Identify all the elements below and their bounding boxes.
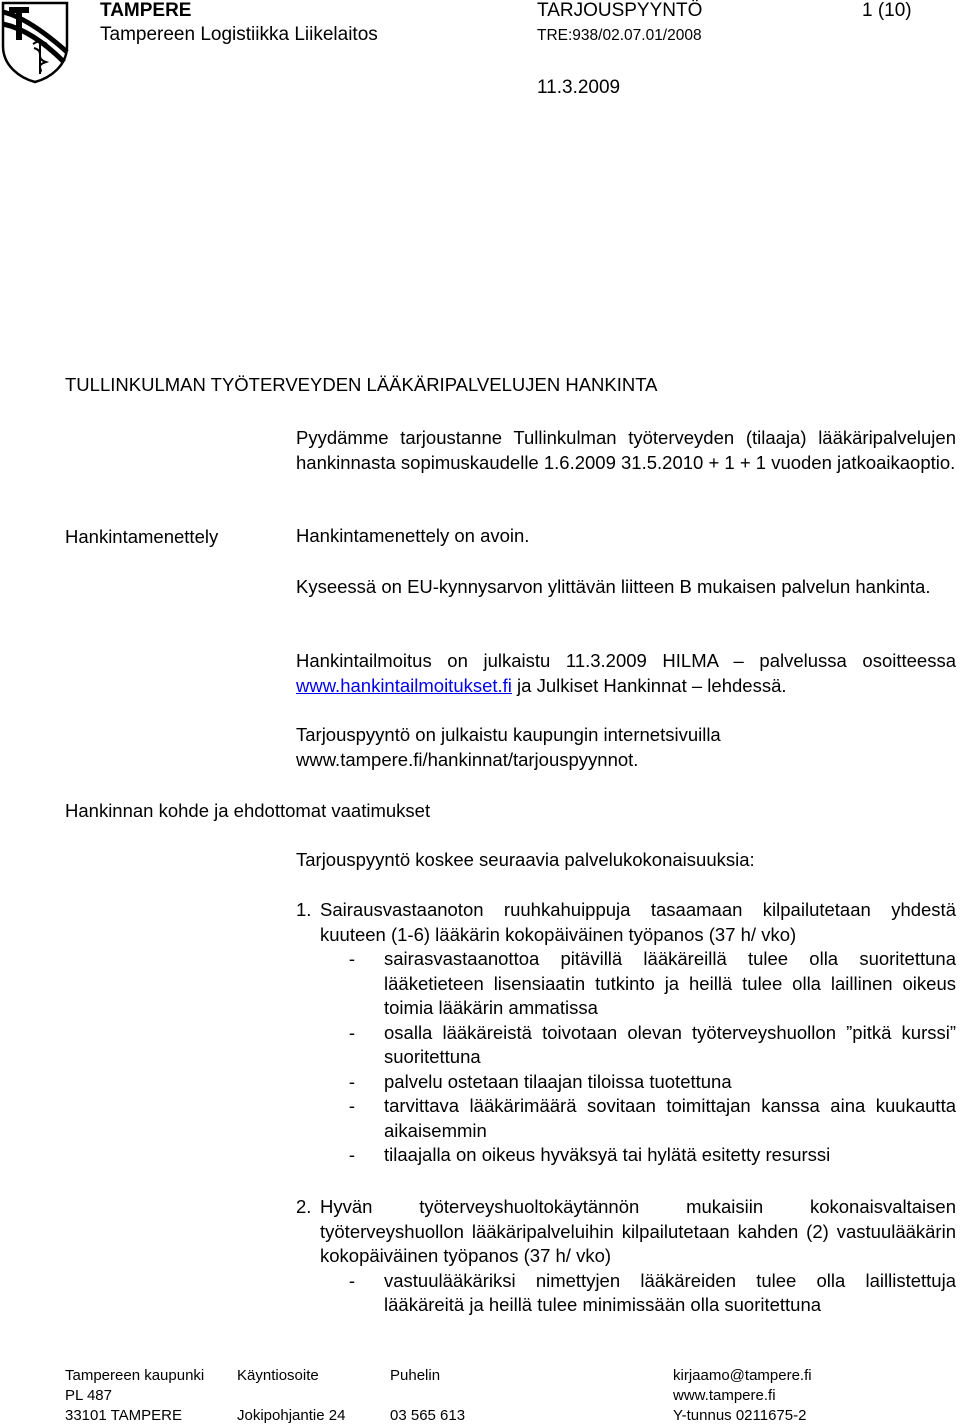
object-lead-text: Tarjouspyyntö koskee seuraavia palvelukokonaisuuksia: xyxy=(296,849,755,870)
bullet-item: - tarvittava lääkärimäärä sovitaan toimittajan kanssa aina kuukautta aikaisemmin xyxy=(348,1095,956,1141)
tampere-coat-of-arms-icon xyxy=(0,0,70,84)
procedure-p2-text: Kyseessä on EU-kynnysarvon ylittävän liitteen B mukaisen palvelun hankinta. xyxy=(296,576,931,597)
procedure-p3 xyxy=(296,649,956,698)
procedure-p4-start: Tarjouspyyntö on julkaistu kaupungin internetsivuilla xyxy=(296,724,721,745)
bullet-item: - osalla lääkäreistä toivotaan olevan työterveyshuollon ”pitkä kurssi” suoritettuna xyxy=(348,1021,956,1067)
doc-type: TARJOUSPYYNTÖ xyxy=(537,0,703,21)
org-unit: Tampereen Logistiikka Liikelaitos xyxy=(100,24,378,45)
procedure-p3-end: ja Julkiset Hankinnat – lehdessä. xyxy=(511,674,787,696)
hankintailmoitukset-link[interactable]: www.hankintailmoitukset.fi xyxy=(296,674,512,696)
tarjouspyynnot-link[interactable]: www.tampere.fi/hankinnat/tarjouspyynnot xyxy=(296,748,634,770)
footer-city: Tampereen kaupunki xyxy=(65,1367,205,1384)
list-item-1-number: 1. xyxy=(296,899,312,920)
footer-visit-label: Käyntiosoite xyxy=(237,1367,319,1384)
list-item-2-text: Hyvän työterveyshuoltokäytännön mukaisiin kokonaisvaltaisen työterveyshuollon lääkäripalveluihin kilpailutetaan kahden (2) vastuulääkärin kokopäiväinen työpanos (37 h/ vko) xyxy=(320,1196,956,1266)
procedure-p1 xyxy=(296,524,956,549)
procedure-p4-end: . xyxy=(633,748,639,770)
list-item-2 xyxy=(296,1195,956,1318)
doc-reference: TRE:938/02.07.01/2008 xyxy=(537,27,702,44)
section-heading-object: Hankinnan kohde ja ehdottomat vaatimukset xyxy=(65,800,431,821)
bullet-item: - tilaajalla on oikeus hyväksyä tai hylätä esitetty resurssi xyxy=(348,1144,831,1165)
footer-col-3 xyxy=(390,1366,465,1426)
doc-date: 11.3.2009 xyxy=(537,77,621,98)
bullet-item: - sairasvastaanottoa pitävillä lääkäreillä tulee olla suoritettuna lääketieteen lisensiaatin tutkinto ja heillä tulee olla laillinen oikeus toimia lääkärin ammatissa xyxy=(348,948,956,1018)
org-name: TAMPERE xyxy=(100,0,192,21)
footer-phone: 03 565 613 xyxy=(390,1407,466,1424)
intro-paragraph xyxy=(296,426,956,475)
footer-phone-label: Puhelin xyxy=(390,1367,441,1384)
procedure-p1-text: Hankintamenettely on avoin. xyxy=(296,525,530,546)
list-item-2-number: 2. xyxy=(296,1196,312,1217)
bullet-item: - palvelu ostetaan tilaajan tiloissa tuotettuna xyxy=(348,1070,732,1092)
intro-text: Pyydämme tarjoustanne Tullinkulman työterveyden (tilaaja) lääkäripalvelujen hankinnasta sopimuskaudelle 1.6.2009 31.5.2010 + 1 + 1 vuoden jatkoaikaoptio. xyxy=(296,427,956,473)
footer-visit-address: Jokipohjantie 24 xyxy=(237,1407,346,1424)
footer-business-id: Y-tunnus 0211675-2 xyxy=(673,1407,807,1424)
procedure-p2 xyxy=(296,575,956,600)
footer-website[interactable]: www.tampere.fi xyxy=(673,1387,776,1404)
section-heading-procedure: Hankintamenettely xyxy=(65,526,219,547)
procedure-p3-start: Hankintailmoitus on julkaistu 11.3.2009 HILMA – palvelussa osoitteessa xyxy=(296,650,956,671)
document-title: TULLINKULMAN TYÖTERVEYDEN LÄÄKÄRIPALVELUJEN HANKINTA xyxy=(65,374,658,395)
object-lead xyxy=(296,848,956,873)
list-item-1-text: Sairausvastaanoton ruuhkahuippuja tasaamaan kilpailutetaan yhdestä kuuteen (1-6) lääkärin kokopäiväinen työpanos (37 h/ vko) xyxy=(320,899,956,945)
page-number: 1 (10) xyxy=(862,0,912,21)
footer-email[interactable]: kirjaamo@tampere.fi xyxy=(673,1367,812,1384)
footer-col-4 xyxy=(673,1366,812,1426)
footer-col-1 xyxy=(65,1366,204,1426)
footer-po-box: PL 487 xyxy=(65,1387,112,1404)
footer-col-2 xyxy=(237,1366,345,1426)
bullet-item: - vastuulääkäriksi nimettyjen lääkäreiden tulee olla laillistettuja lääkäreitä ja heillä tulee minimissään olla suoritettuna xyxy=(348,1269,956,1315)
footer-postal: 33101 TAMPERE xyxy=(65,1407,183,1424)
list-item-1 xyxy=(296,898,956,1168)
procedure-p4 xyxy=(296,723,956,772)
